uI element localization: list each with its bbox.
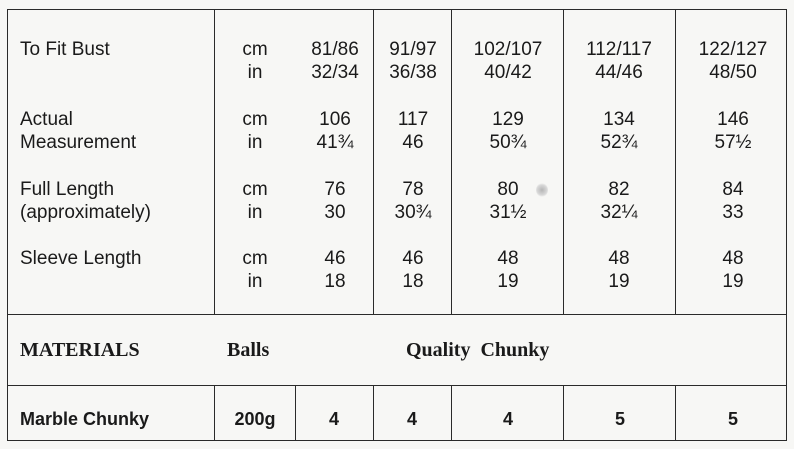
size-value: 48	[497, 248, 519, 269]
size-value: 50¾	[489, 132, 527, 153]
balls-label: Balls	[227, 339, 270, 361]
row-label: Full Length	[20, 179, 115, 200]
size-value: 32¼	[600, 202, 638, 223]
size-value: 46	[402, 248, 424, 269]
unit-label: in	[247, 271, 263, 292]
size-value: 30¾	[394, 202, 432, 223]
size-value: 32/34	[311, 62, 359, 83]
size-value: 19	[722, 271, 744, 292]
ball-count: 5	[727, 409, 738, 429]
unit-label: in	[247, 132, 263, 153]
unit-label: cm	[242, 109, 268, 130]
yarn-weight: 200g	[234, 409, 276, 429]
row-divider	[7, 385, 787, 386]
ball-count: 4	[502, 409, 513, 429]
size-value: 48	[608, 248, 630, 269]
unit-label: cm	[242, 39, 268, 60]
size-value: 91/97	[389, 39, 437, 60]
size-value: 31½	[489, 202, 527, 223]
unit-label: cm	[242, 248, 268, 269]
row-divider	[7, 314, 787, 315]
size-value: 78	[402, 179, 424, 200]
size-value: 129	[492, 109, 524, 130]
size-value: 112/117	[586, 39, 652, 60]
size-value: 46	[402, 132, 424, 153]
paper-smudge	[536, 183, 548, 197]
size-value: 19	[608, 271, 630, 292]
size-value: 36/38	[389, 62, 437, 83]
size-value: 146	[717, 109, 749, 130]
column-divider	[214, 9, 215, 314]
ball-count: 4	[406, 409, 417, 429]
materials-heading: MATERIALS	[20, 339, 140, 361]
size-value: 57½	[714, 132, 752, 153]
size-value: 52¾	[600, 132, 638, 153]
row-label: Actual	[20, 109, 73, 130]
size-value: 40/42	[484, 62, 532, 83]
yarn-name: Marble Chunky	[20, 409, 150, 429]
size-value: 19	[497, 271, 519, 292]
size-value: 46	[324, 248, 346, 269]
column-divider	[563, 385, 564, 441]
unit-label: in	[247, 202, 263, 223]
unit-label: cm	[242, 179, 268, 200]
size-value: 80	[497, 179, 519, 200]
row-label: Measurement	[20, 132, 137, 153]
size-value: 18	[402, 271, 424, 292]
row-label: Sleeve Length	[20, 248, 142, 269]
size-value: 48	[722, 248, 744, 269]
row-label: To Fit Bust	[20, 39, 110, 60]
size-value: 44/46	[595, 62, 643, 83]
size-value: 82	[608, 179, 630, 200]
size-value: 81/86	[311, 39, 359, 60]
size-value: 76	[324, 179, 346, 200]
size-value: 84	[722, 179, 744, 200]
size-value: 117	[397, 109, 429, 130]
size-value: 48/50	[709, 62, 757, 83]
ball-count: 4	[328, 409, 339, 429]
quality-label: Quality Chunky	[406, 339, 550, 361]
ball-count: 5	[614, 409, 625, 429]
size-value: 102/107	[473, 39, 543, 60]
size-value: 122/127	[698, 39, 768, 60]
size-value: 41¾	[316, 132, 354, 153]
size-value: 33	[722, 202, 744, 223]
size-value: 134	[603, 109, 635, 130]
unit-label: in	[247, 62, 263, 83]
column-divider	[675, 385, 676, 441]
column-divider	[675, 9, 676, 314]
row-label: (approximately)	[20, 202, 151, 223]
size-value: 18	[324, 271, 346, 292]
size-value: 30	[324, 202, 346, 223]
size-value: 106	[319, 109, 351, 130]
column-divider	[563, 9, 564, 314]
